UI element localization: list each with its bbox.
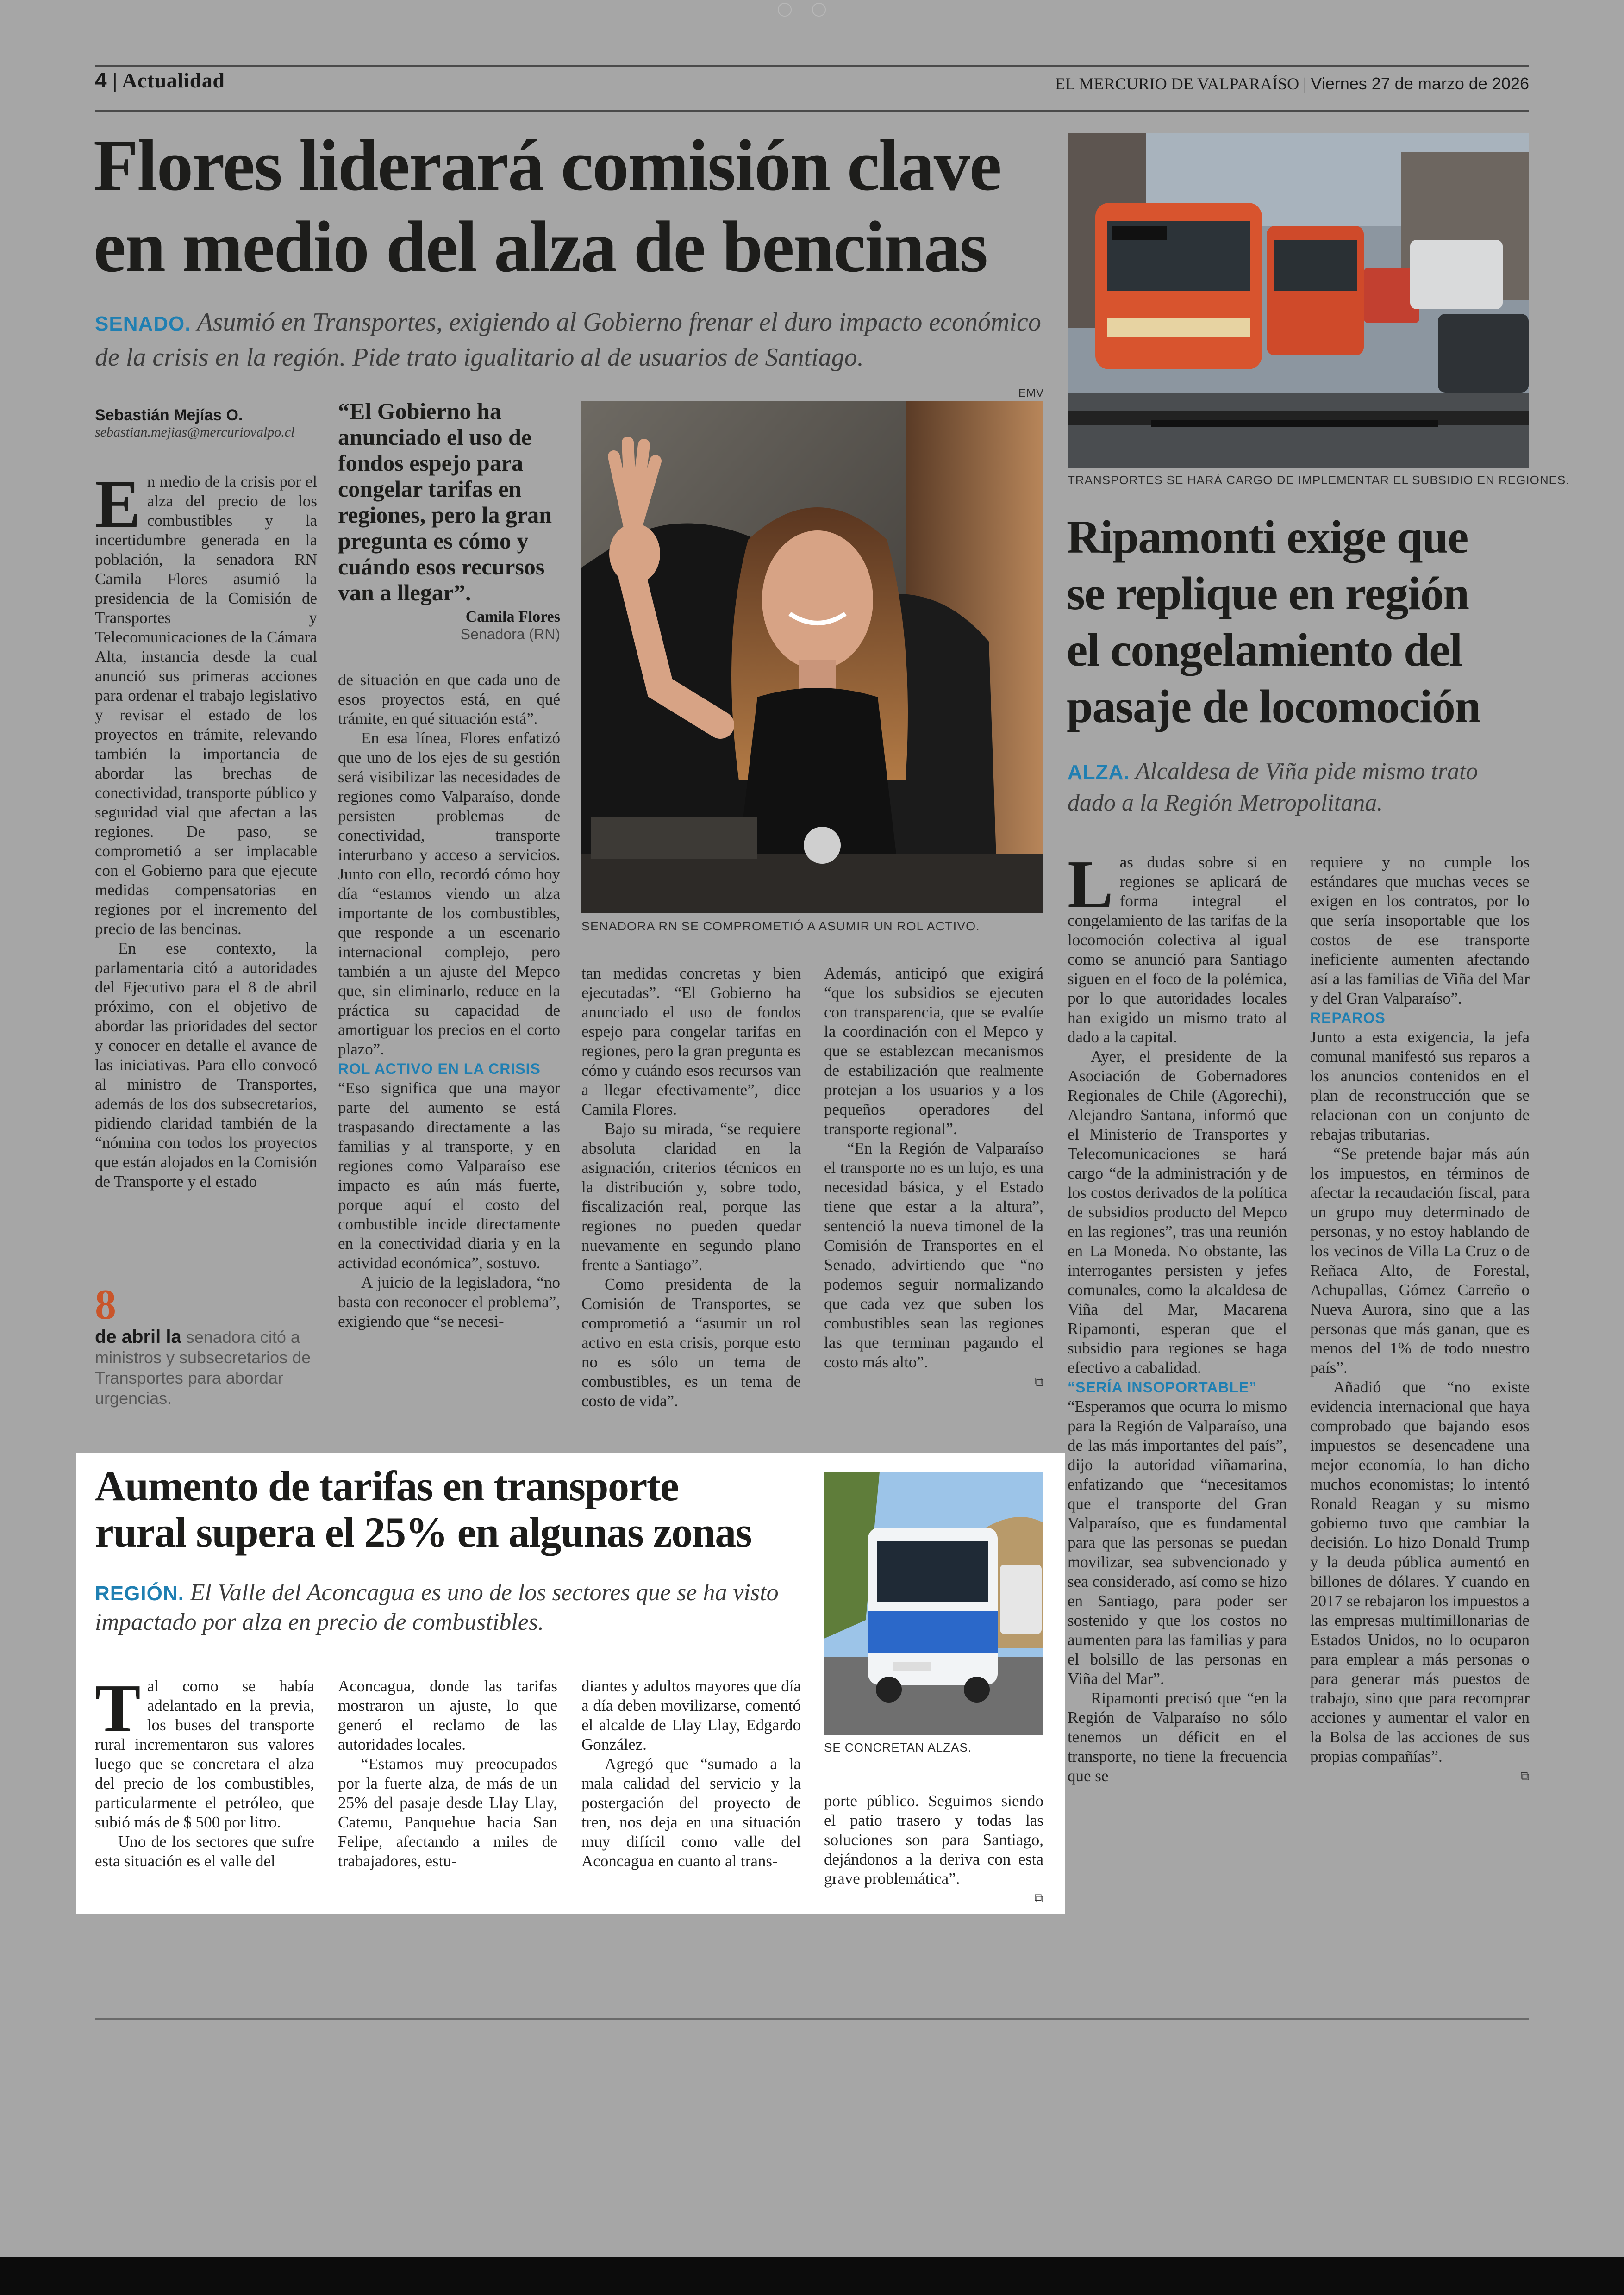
main-col2-p4: A juicio de la legisladora, “no basta con reconocer el problema”, exigiendo que “se necesi-: [338, 1273, 560, 1330]
rural-headline-line2: rural supera el 25% en algunas zonas: [95, 1509, 752, 1556]
fact-text: senadora citó a ministros y subsecretarios de Transportes para abordar urgencias.: [95, 1328, 311, 1408]
main-col2: [338, 670, 560, 1331]
main-col3: [581, 964, 801, 1411]
buses-photo: [1068, 133, 1529, 468]
rural-col1: [95, 1671, 314, 1871]
page-number: 4: [95, 68, 107, 92]
senator-photo-illustration: [581, 401, 1043, 913]
fact-box: [95, 1282, 317, 1409]
right-kicker: ALZA.: [1068, 761, 1130, 784]
rural-photo-caption: SE CONCRETAN ALZAS.: [824, 1740, 972, 1754]
rural-deck: [95, 1578, 799, 1637]
author-name: Sebastián Mejías O.: [95, 406, 243, 424]
header-top-rule: [95, 65, 1529, 67]
author-email: sebastian.mejias@mercuriovalpo.cl: [95, 424, 295, 440]
main-col4-p2: “En la Región de Valparaíso el transporte no es un lujo, es una necesidad básica, y el Estado tiene que estar a la altura”, sentenció la nueva timonel de la Comisión de Transportes en el Senado, advirtiendo que “no podemos seguir normalizando que cada vez que suben los combustibles sean las regiones las que terminan pagando el costo más alto”.: [824, 1139, 1043, 1371]
main-col3-p2: Bajo su mirada, “se requiere absoluta claridad en la asignación, criterios técnicos en la distribución y, sobre todo, fiscalización real, porque las regiones no pueden quedar nuevamente en segundo plano frente a Santiago”.: [581, 1120, 801, 1274]
right-deck-text: Alcaldesa de Viña pide mismo trato dado a la Región Metropolitana.: [1068, 758, 1478, 816]
right-col2-subhead: REPAROS: [1310, 1010, 1386, 1026]
pull-quote-name: Camila Flores: [465, 608, 560, 625]
rural-col1-p1: al como se había adelantado en la previa, los buses del transporte rural incrementaron sus valores luego que se concretara el alza del precio de los combustibles, particularmente el petróleo, que subió más de $ 500 por litro.: [95, 1677, 314, 1831]
main-col2-p3: “Eso significa que una mayor parte del aumento se está traspasando directamente a las familias y al transporte, y en regiones como Valparaíso ese impacto es aún más fuerte, porque aquí el costo del combustible incide directamente en la conectividad diaria y en la actividad económica”, sostuvo.: [338, 1079, 560, 1272]
right-col1-subhead: “SERÍA INSOPORTABLE”: [1068, 1379, 1257, 1396]
pull-quote-text: “El Gobierno ha anunciado el uso de fondos espejo para congelar tarifas en regiones, pero la gran pregunta es cómo y cuándo esos recursos van a llegar”.: [338, 398, 552, 605]
photo-credit: EMV: [1018, 387, 1044, 399]
end-mark-icon: ⧉: [1034, 1374, 1043, 1389]
footer-rule: [95, 2018, 1529, 2020]
end-mark-icon: ⧉: [1034, 1890, 1043, 1906]
byline: [95, 406, 317, 440]
main-col1: [95, 466, 317, 1191]
main-col2-p1: de situación en que cada uno de esos proyectos está, en qué trámite, en qué situación está”.: [338, 671, 560, 728]
main-col1-p2: En ese contexto, la parlamentaria citó a autoridades del Ejecutivo para el 8 de abril próximo, con el objetivo de abordar las prioridades del sector y conocer en detalle el avance de las iniciativas. Para ello convocó al ministro de Transportes, además de los dos subsecretarios, pidiendo claridad también de la “nómina con todos los proyectos que están alojados en la Comisión de Transporte y el estado: [95, 939, 317, 1191]
section-header: [95, 68, 225, 93]
rural-col2-p2: “Estamos muy preocupados por la fuerte alza, de más de un 25% del pasaje desde Llay Llay, Catemu, Panquehue hacia San Felipe, afectando a miles de trabajadores, estu-: [338, 1755, 557, 1870]
right-col1-p2: Ayer, el presidente de la Asociación de Gobernadores Regionales de Chile (Agorechi), Alejandro Santana, informó que el Ministerio de Transportes y Telecomunicaciones se hará cargo “de la administración y de los costos derivados de la política de subsidios producto del Mepco en las regiones”, tras una reunión en La Moneda. No obstante, las interrogantes persisten y jefes comunales, como la alcaldesa de Viña del Mar, Macarena Ripamonti, esperan que el subsidio para regiones se haga efectivo a cabalidad.: [1068, 1048, 1287, 1377]
rural-headline: [95, 1463, 789, 1555]
pull-quote: [338, 398, 560, 643]
main-col3-p3: Como presidenta de la Comisión de Transportes, se comprometió a “asumir un rol activo en esta crisis, porque esto no es sólo un tema de combustibles, es un tema de costo de vida”.: [581, 1275, 801, 1410]
right-headline-line4: pasaje de locomoción: [1067, 680, 1480, 733]
main-headline-line1: Flores liderará comisión clave: [94, 125, 1001, 206]
right-col2-p4: Añadió que “no existe evidencia internacional que haya comprobado que bajando esos impuestos se desencadene una mejor economía, lo han dicho muchos economistas; lo intentó Ronald Reagan y su mismo gobierno tuvo que cambiar la decisión. Lo hizo Donald Trump y la deuda pública aumentó en billones de dólares. Y cuando en 2017 se rebajaron los impuestos a las empresas multimillonarias de Estados Unidos, no lo ocuparon para emplear a más personas o para generar más puestos de trabajo, sino que para recomprar acciones y aumentar el valor en la Bolsa de las acciones de sus propias compañías”.: [1310, 1378, 1530, 1765]
header-bottom-rule: [95, 110, 1529, 112]
dateline-separator: |: [1303, 75, 1311, 93]
main-col4-p1: Además, anticipó que exigirá “que los subsidios se ejecuten con transparencia, que se evalúe la coordinación con el Mepco y que se establezcan mecanismos de estabilización que realmente protejan a los usuarios y a los pequeños operadores del transporte regional”.: [824, 964, 1043, 1138]
publication-dateline: [1055, 74, 1529, 94]
rural-col3-p2: Agregó que “sumado a la mala calidad del servicio y la postergación del proyecto de tren, nos deja en una situación muy difícil como valle del Aconcagua en cuanto al trans-: [581, 1755, 801, 1870]
rural-col1-p2: Uno de los sectores que sufre esta situación es el valle del: [95, 1833, 314, 1870]
main-deck: [95, 306, 1049, 374]
right-col1-p4: Ripamonti precisó que “en la Región de Valparaíso no sólo tenemos un déficit en el transporte, no tiene la frecuencia que se: [1068, 1689, 1287, 1785]
rural-col3: [581, 1677, 801, 1871]
right-col2-p3: “Se pretende bajar más aún los impuestos, en términos de afectar la recaudación fiscal, para un grupo muy determinado de personas, y no estoy hablando de los vecinos de Villa La Cruz o de Reñaca Alto, de Forestal, Achupallas, Gómez Carreño o Nueva Aurora, sino que a las personas que más ganan, que es menos del 1% de todo nuestro país”.: [1310, 1145, 1530, 1377]
end-mark-icon: ⧉: [1520, 1768, 1530, 1784]
rural-bus-illustration: [824, 1472, 1043, 1735]
right-headline-line1: Ripamonti exige que: [1067, 511, 1468, 563]
nav-dot[interactable]: [812, 3, 826, 17]
right-headline-line3: el congelamiento del: [1067, 624, 1462, 676]
header-separator: |: [112, 69, 122, 92]
main-col1-p1: n medio de la crisis por el alza del precio de los combustibles y la incertidumbre generada en la población, la senadora RN Camila Flores asumió la presidencia de la Comisión de Transportes y Telecomunicaciones de la Cámara Alta, instancia desde la cual anunció sus primeras acciones para ordenar el trabajo legislativo y revisar el estado de los proyectos en trámite, relevando también la importancia de abordar las brechas de conectividad, transporte público y seguridad vial que afectan a las regiones. De paso, se comprometió a ser implacable con el Gobierno para que ejecute medidas compensatorias en regiones por el incremento del precio de las bencinas.: [95, 473, 317, 938]
buses-photo-illustration: [1068, 133, 1529, 468]
rural-col2-p1: Aconcagua, donde las tarifas mostraron un ajuste, lo que generó el reclamo de las autoridades locales.: [338, 1677, 557, 1753]
page-nav-dots[interactable]: [778, 3, 847, 16]
main-col2-p2: En esa línea, Flores enfatizó que uno de los ejes de su gestión será visibilizar las necesidades de regiones como Valparaíso, donde persisten problemas de conectividad, transporte interurbano y acceso a servicios. Junto con ello, recordó cómo hoy día “estamos viendo un alza importante de los combustibles, que responde a un escenario internacional complejo, pero también a un ajuste del Mepco que, sin eliminarlo, reduce en la práctica su capacidad de amortiguar los precios en el corto plazo”.: [338, 729, 560, 1058]
right-deck: [1068, 756, 1526, 818]
right-col2-p2: Junto a esta exigencia, la jefa comunal manifestó sus reparos a los anuncios contenidos en el plan de reconstrucción que se relacionan con un conjunto de rebajas tributarias.: [1310, 1028, 1530, 1143]
rural-col4-p1: porte público. Seguimos siendo el patio trasero y todas las soluciones son para Santiago, dejándonos a la deriva con esta grave problemática”.: [824, 1792, 1043, 1888]
senator-photo-caption: SENADORA RN SE COMPROMETIÓ A ASUMIR UN ROL ACTIVO.: [581, 919, 980, 933]
right-headline: [1067, 509, 1530, 735]
fact-number: 8: [95, 1281, 116, 1328]
pull-quote-role: Senadora (RN): [460, 626, 560, 642]
rural-deck-text: El Valle del Aconcagua es uno de los sectores que se ha visto impactado por alza en precio de combustibles.: [95, 1579, 779, 1635]
rural-bus-photo: [824, 1472, 1043, 1735]
section-name: Actualidad: [122, 69, 225, 92]
senator-photo: [581, 401, 1043, 913]
nav-dot[interactable]: [778, 3, 792, 17]
right-col1-p3: “Esperamos que ocurra lo mismo para la Región de Valparaíso, una de las más importantes del país”, dijo la autoridad viñamarina, enfatizando que “necesitamos que el transporte del Gran Valparaíso, que es fundamental para que las personas se puedan movilizar, sea subvencionado y sea considerado, así como se hizo en Santiago, para poder ser sostenido y que los costos no aumenten para las familias y para el bolsillo de las personas en Viña del Mar”.: [1068, 1397, 1287, 1688]
rural-col4: [824, 1791, 1043, 1908]
right-headline-line2: se replique en región: [1067, 568, 1469, 620]
publication-date: Viernes 27 de marzo de 2026: [1311, 74, 1529, 93]
fact-text-block: [95, 1327, 317, 1409]
rural-kicker: REGIÓN.: [95, 1582, 184, 1605]
rural-dropcap: T: [95, 1671, 141, 1746]
main-col2-subhead: ROL ACTIVO EN LA CRISIS: [338, 1060, 541, 1077]
right-col2-p1: requiere y no cumple los estándares que muchas veces se exigen en los contratos, por lo que sería insoportable que los costos de ese transporte ineficiente aumenten afectando así a las familias de Viña del Mar y del Gran Valparaíso”.: [1310, 853, 1530, 1007]
rural-headline-line1: Aumento de tarifas en transporte: [95, 1462, 679, 1509]
buses-photo-caption: TRANSPORTES SE HARÁ CARGO DE IMPLEMENTAR EL SUBSIDIO EN REGIONES.: [1068, 473, 1570, 487]
rural-col3-p1: diantes y adultos mayores que día a día deben movilizarse, comentó el alcalde de Llay Llay, Edgardo González.: [581, 1677, 801, 1753]
rural-col2: [338, 1677, 557, 1871]
publication-name: EL MERCURIO DE VALPARAÍSO: [1055, 75, 1299, 93]
main-headline-line2: en medio del alza de bencinas: [94, 206, 987, 287]
right-col1: [1068, 847, 1287, 1786]
viewer-bottom-bar: [0, 2257, 1624, 2295]
main-col4: [824, 964, 1043, 1391]
main-deck-text: Asumió en Transportes, exigiendo al Gobierno frenar el duro impacto económico de la crisis en la región. Pide trato igualitario al de usuarios de Santiago.: [95, 308, 1041, 372]
fact-bold: de abril la: [95, 1327, 181, 1347]
right-col2: [1310, 853, 1530, 1786]
right-col1-p1: as dudas sobre si en regiones se aplicará de forma integral el congelamiento de las tarifas de la locomoción colectiva al igual como se anunció para Santiago siguen en el foco de la polémica, por lo que autoridades locales han exigido un mismo trato al dado a la capital.: [1068, 853, 1287, 1046]
main-dropcap: E: [95, 466, 141, 542]
main-headline: [94, 125, 1047, 288]
main-kicker: SENADO.: [95, 312, 191, 335]
right-dropcap: L: [1068, 847, 1113, 923]
main-col3-p1: tan medidas concretas y bien ejecutadas”. “El Gobierno ha anunciado el uso de fondos espejo para congelar tarifas en regiones, pero la gran pregunta es cómo y cuándo esos recursos van a llegar efectivamente”, dice Camila Flores.: [581, 964, 801, 1118]
